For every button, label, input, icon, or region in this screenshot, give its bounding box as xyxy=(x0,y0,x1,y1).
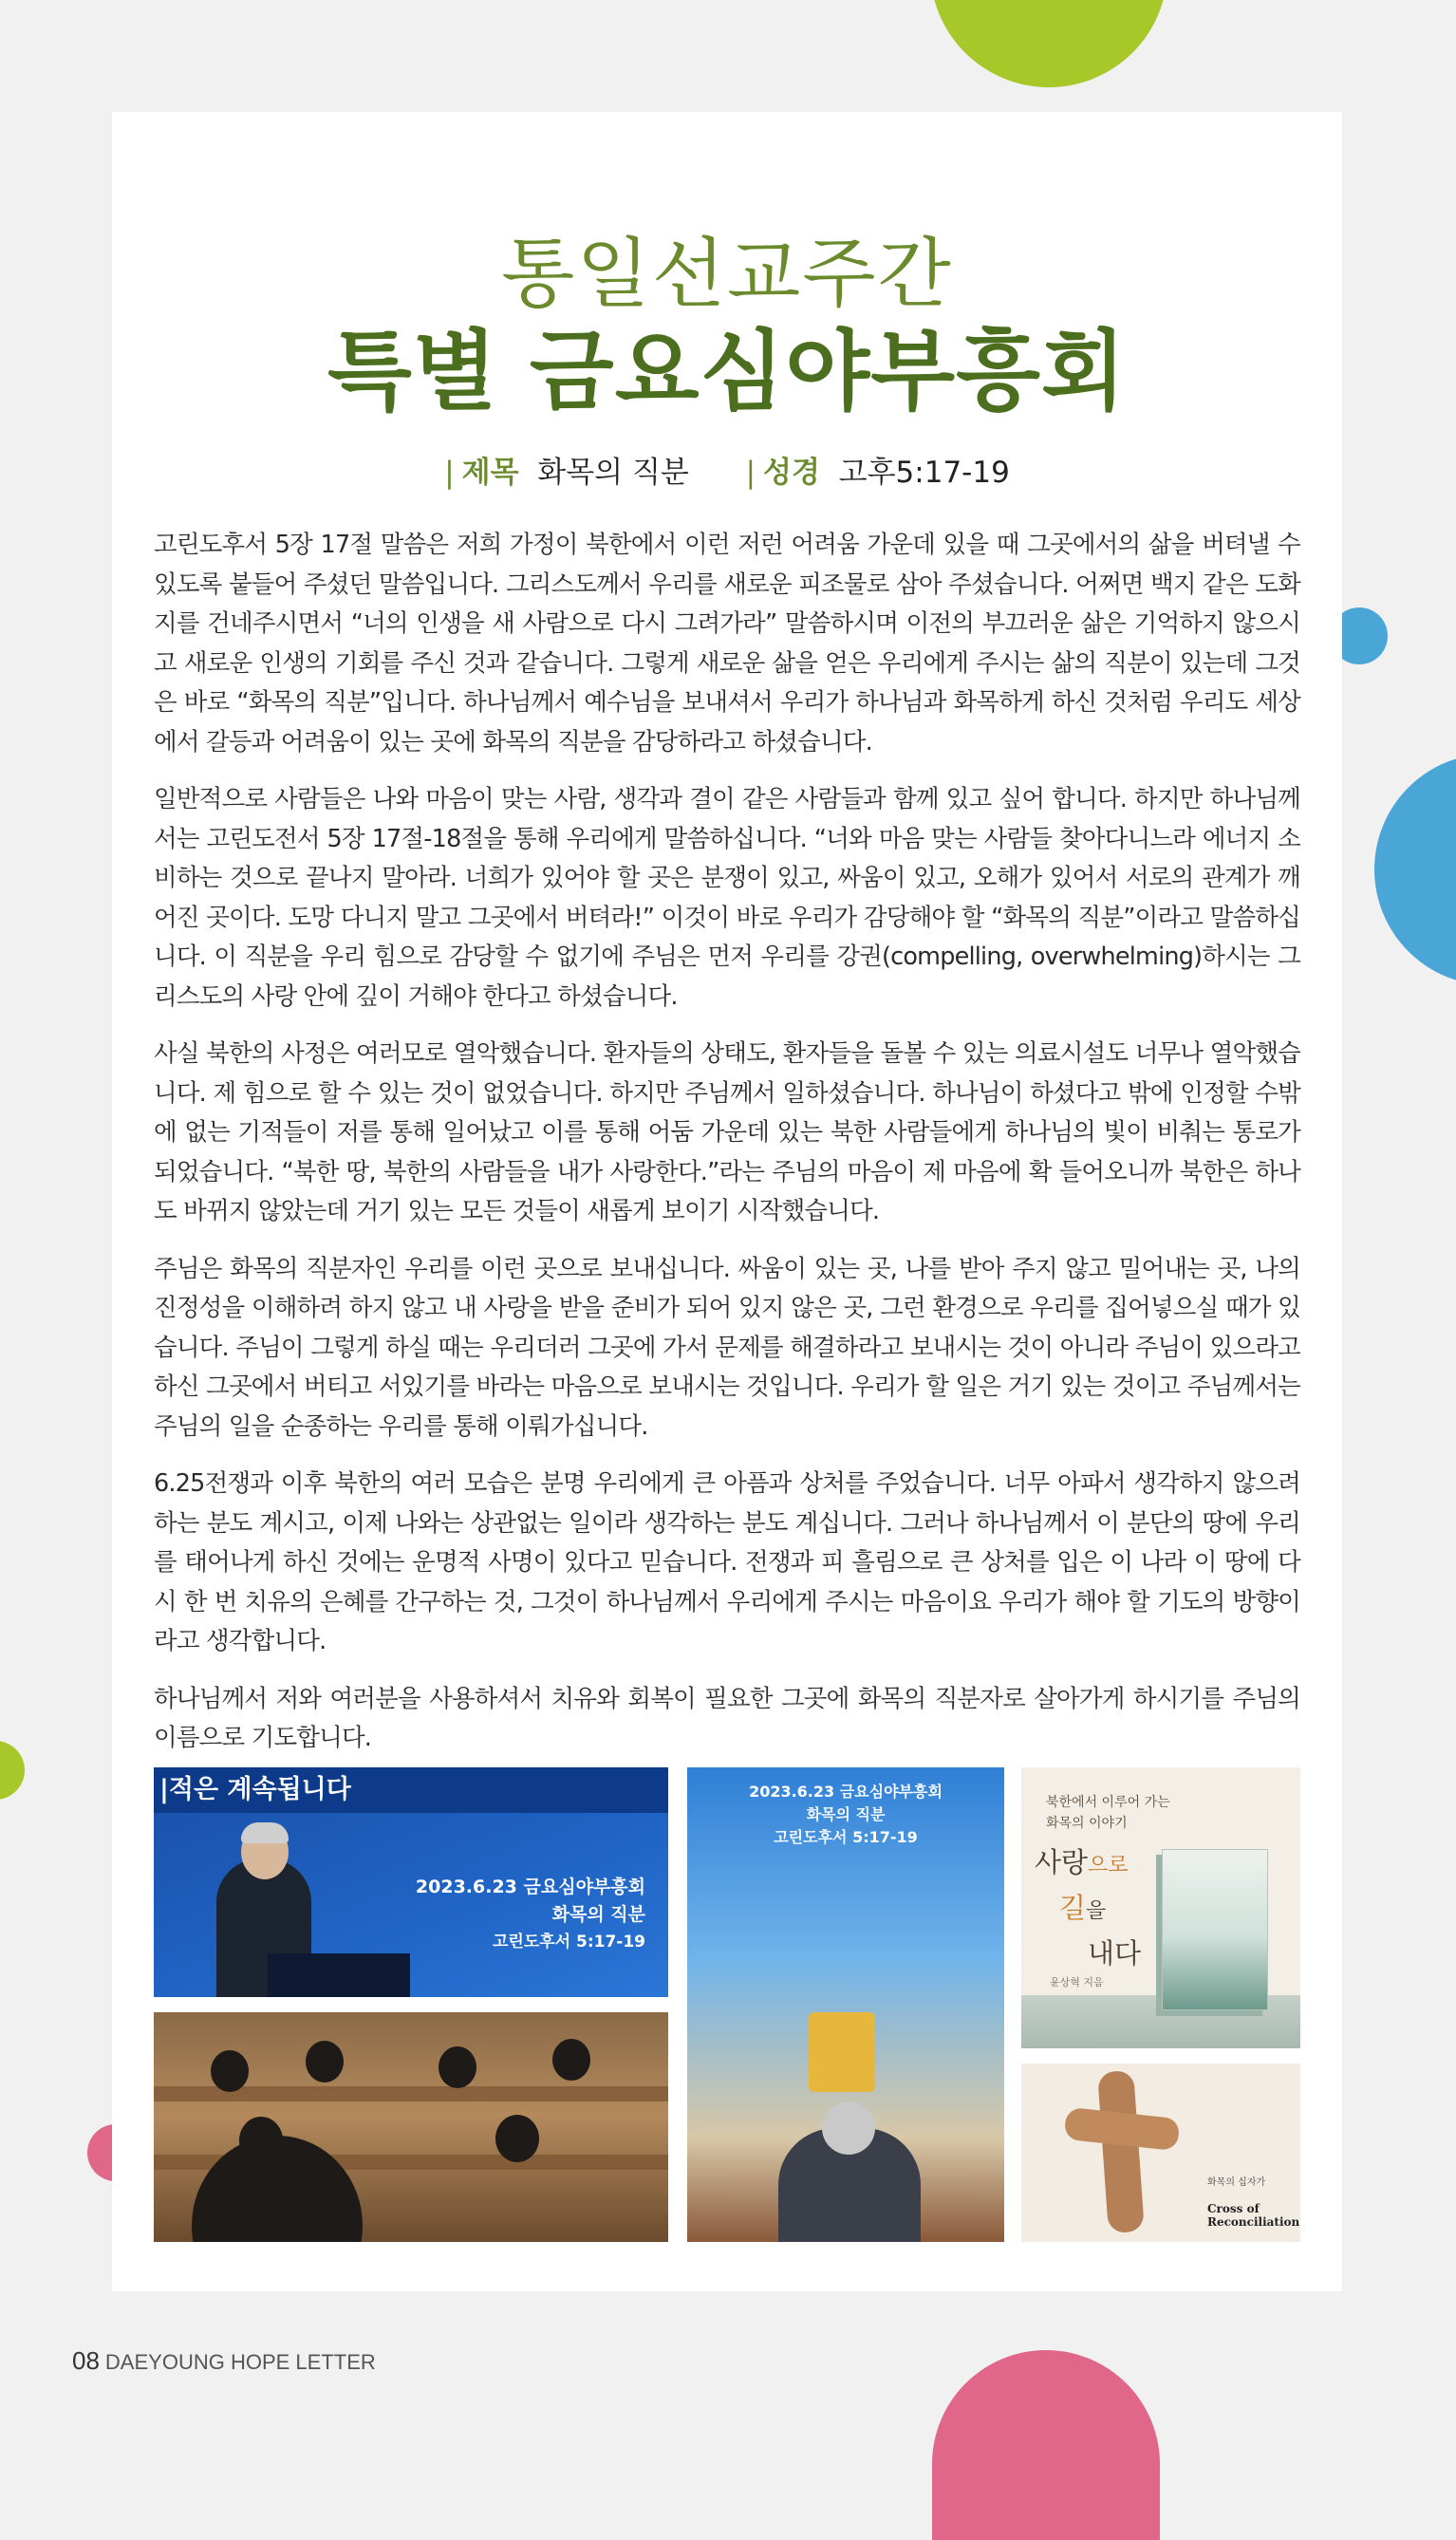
cross-label-en: Cross of Reconciliation xyxy=(1207,2202,1300,2229)
paragraph-5: 6.25전쟁과 이후 북한의 여러 모습은 분명 우리에게 큰 아픔과 상처를 주었습니다. 너무 아파서 생각하지 않으려 하는 분도 계시고, 이제 나와는 상관없는 일이라 생각하는 분도 계십니다. 그러나 하나님께서 이 분단의 땅에 우리를 태어나게 하신 것에는 운명적 사명이 있다고 믿습니다. 전쟁과 피 흘림으로 큰 상처를 입은 이 나라 이 땅에 다시 한 번 치유의 은혜를 간구하는 것, 그것이 하나님께서 우리에게 주시는 마음이요 우리가 해야 할 기도의 방향이라고 생각합니다. xyxy=(154,1469,1300,1655)
book-title: 사랑으로 길을 내다 xyxy=(1035,1846,1142,1970)
paragraph-3: 사실 북한의 사정은 여러모로 열악했습니다. 환자들의 상태도, 환자들을 돌볼 수 있는 의료시설도 너무나 열악했습니다. 제 힘으로 할 수 있는 것이 없었습니다. 하지만 주님께서 일하셨습니다. 하나님이 하셨다고 밖에 인정할 수밖에 없는 기적들이 저를 통해 일어났고 이를 통해 어둠 가운데 있는 북한 사람들에게 하나님의 빛이 비춰는 통로가 되었습니다. “북한 땅, 북한의 사람들을 내가 사랑한다.”라는 주님의 마음이 제 마음에 확 들어오니까 북한은 하나도 바뀌지 않았는데 거기 있는 모든 것들이 새롭게 보이기 시작했습니다. xyxy=(154,1039,1300,1225)
photo-congregation xyxy=(154,2012,668,2242)
photo-book-cover xyxy=(1021,1767,1300,2048)
sermon-info xyxy=(112,448,1342,491)
worshipper-head xyxy=(192,2136,363,2242)
topic-bar: | xyxy=(444,456,455,490)
photo-preacher-stage xyxy=(154,1767,668,1997)
scripture-label: 성경 xyxy=(763,456,820,490)
scripture-bar: | xyxy=(745,456,756,490)
cross-label-ko: 화목의 십자가 xyxy=(1207,2177,1266,2188)
page-number: 08 xyxy=(72,2346,100,2375)
title-line-2: 특별 금요심야부흥회 xyxy=(327,321,1127,422)
title-line-1: 통일선교주간 xyxy=(501,230,953,318)
scripture-value: 고후5:17-19 xyxy=(838,456,1010,490)
paragraph-2: 일반적으로 사람들은 나와 마음이 맞는 사람, 생각과 결이 같은 사람들과 함께 있고 싶어 합니다. 하지만 하나님께서는 고린도전서 5장 17절-18절을 통해 우리에게 말씀하십니다. “너와 마음 맞는 사람들 찾아다니느라 에너지 소비하는 것으로 끝나지 말아라. 너희가 있어야 할 곳은 분쟁이 있고, 싸움이 있고, 오해가 있어서 서로의 관계가 깨어진 곳이다. 도망 다니지 말고 그곳에서 버텨라!” 이것이 바로 우리가 감당해야 할 “화목의 직분”이라고 말씀하십니다. 이 직분을 우리 힘으로 감당할 수 없기에 주님은 먼저 우리를 강권(compelling, overwhelming)하시는 그리스도의 사랑 안에 깊이 거해야 한다고 하셨습니다. xyxy=(154,785,1300,1011)
stage-chair xyxy=(809,2012,875,2092)
article-card xyxy=(112,112,1342,2291)
page-footer xyxy=(72,2346,376,2376)
paragraph-4: 주님은 화목의 직분자인 우리를 이런 곳으로 보내십니다. 싸움이 있는 곳, 나를 받아 주지 않고 밀어내는 곳, 나의 진정성을 이해하려 하지 않고 내 사랑을 받을 준비가 되어 있지 않은 곳, 그런 환경으로 우리를 집어넣으실 때가 있습니다. 주님이 그렇게 하실 때는 우리더러 그곳에 가서 문제를 해결하라고 보내시는 것이 아니라 주님이 있으라고 하신 그곳에서 버티고 서있기를 바라는 마음으로 보내시는 것입니다. 우리가 할 일은 거기 있는 것이고 주님께서는 주님의 일을 순종하는 우리를 통해 이뤄가십니다. xyxy=(154,1254,1300,1441)
paragraph-6: 하나님께서 저와 여러분을 사용하셔서 치유와 회복이 필요한 그곳에 화목의 직분자로 살아가게 하시기를 주님의 이름으로 기도합니다. xyxy=(154,1684,1300,1752)
stage-banner-text: |적은 계속됩니다 xyxy=(154,1767,668,1813)
cross-icon xyxy=(1097,2070,1145,2233)
decor-dot-lime-top xyxy=(930,0,1167,87)
book-3d-image xyxy=(1162,1849,1268,2010)
publication-name: DAEYOUNG HOPE LETTER xyxy=(104,2350,376,2374)
article-body xyxy=(154,526,1300,1777)
book-subtitle: 북한에서 이루어 가는 화목의 이야기 xyxy=(1046,1795,1170,1831)
stage-caption: 2023.6.23 금요심야부흥회 화목의 직분 고린도후서 5:17-19 xyxy=(415,1877,645,1952)
book-author: 윤상혁 지음 xyxy=(1050,1976,1104,1989)
topic-label: 제목 xyxy=(461,456,519,490)
decor-dot-lime-left xyxy=(0,1741,25,1800)
paragraph-1: 고린도후서 5장 17절 말씀은 저희 가정이 북한에서 이런 저런 어려움 가운데 있을 때 그곳에서의 삶을 버텨낼 수 있도록 붙들어 주셨던 말씀입니다. 그리스도께서 우리를 새로운 피조물로 삼아 주셨습니다. 어쩌면 백지 같은 도화지를 건네주시면서 “너의 인생을 새 사람으로 다시 그려가라” 말씀하시며 이전의 부끄러운 삶은 기억하지 않으시고 새로운 인생의 기회를 주신 것과 같습니다. 그렇게 새로운 삶을 얻은 우리에게 주시는 삶의 직분이 있는데 그것은 바로 “화목의 직분”입니다. 하나님께서 예수님을 보내셔서 우리가 하나님과 화목하게 하신 것처럼 우리도 세상에서 갈등과 어려움이 있는 곳에 화목의 직분을 감당하라고 하셨습니다. xyxy=(154,531,1300,756)
decor-dot-pink-bottom xyxy=(932,2350,1160,2540)
photo-reconciliation-cross xyxy=(1021,2064,1300,2242)
worship-caption: 2023.6.23 금요심야부흥회 화목의 직분 고린도후서 5:17-19 xyxy=(749,1783,943,1846)
photo-worship-raised-hands xyxy=(687,1767,1004,2242)
topic-value: 화목의 직분 xyxy=(537,456,689,490)
decor-dot-blue-large xyxy=(1374,754,1456,985)
podium xyxy=(268,1953,410,1997)
